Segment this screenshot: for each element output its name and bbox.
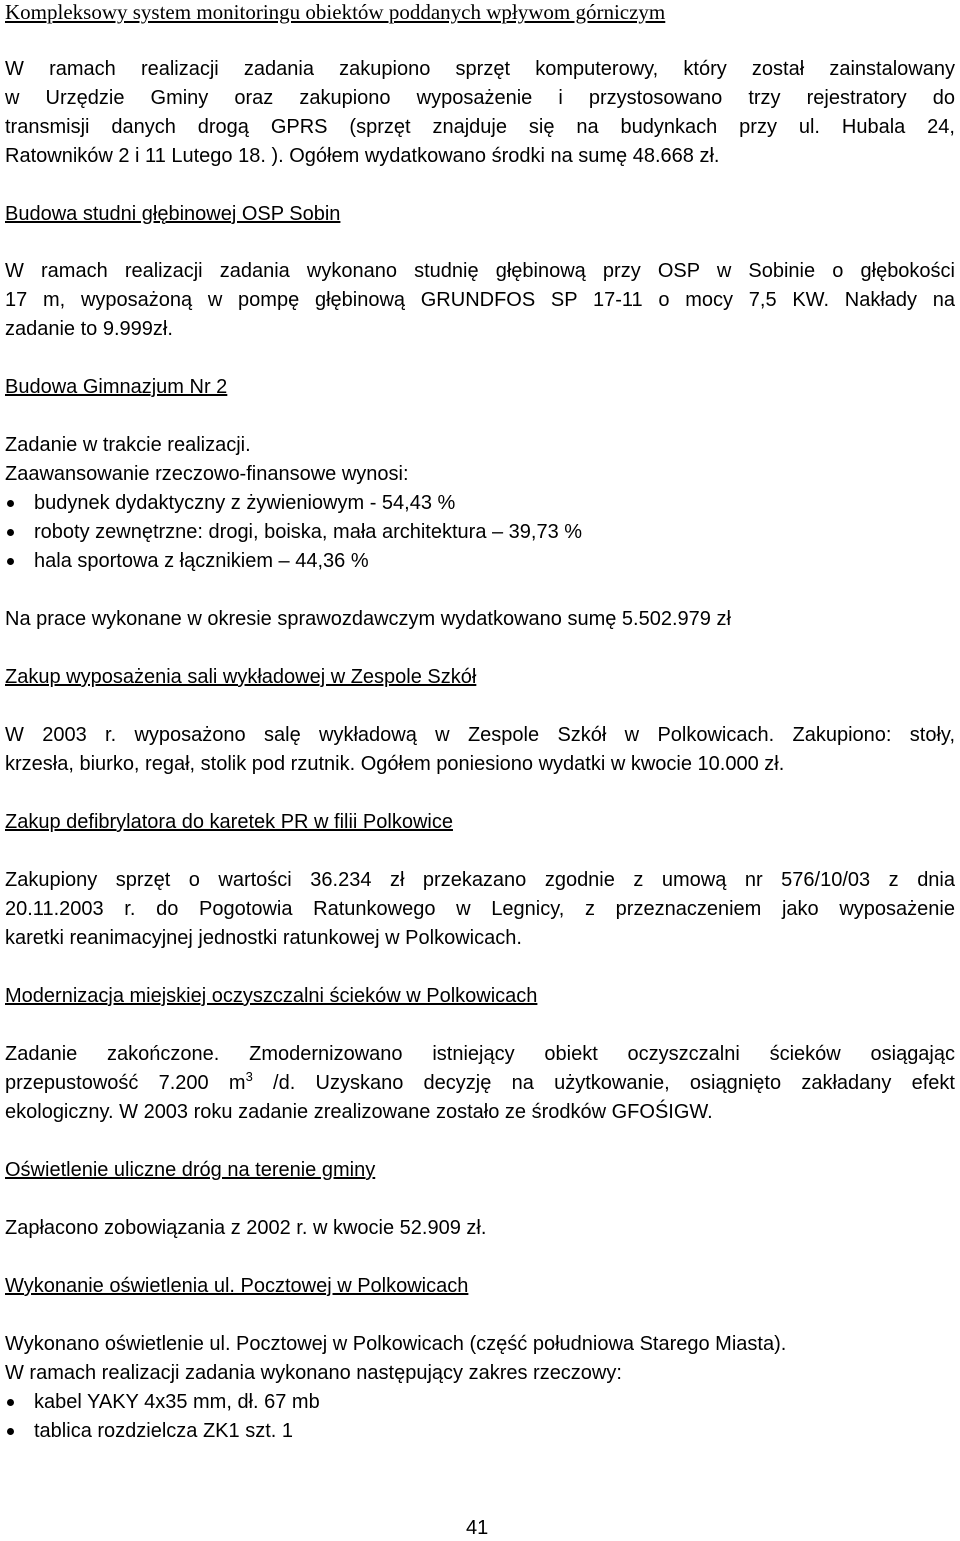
superscript-exponent: 3 bbox=[245, 1069, 253, 1084]
status-text: Zadanie w trakcie realizacji. bbox=[5, 434, 251, 456]
summary-text: Na prace wykonane w okresie sprawozdawczym wydatkowano sumę 5.502.979 zł bbox=[5, 608, 731, 630]
section-heading-monitoring: Kompleksowy system monitoringu obiektów poddanych wpływom górniczym bbox=[5, 0, 666, 24]
section-heading-sewage: Modernizacja miejskiej oczyszczalni ścieków w Polkowicach bbox=[5, 985, 538, 1007]
paragraph-line: Zapłacono zobowiązania z 2002 r. w kwocie 52.909 zł. bbox=[5, 1217, 487, 1239]
paragraph-line: ekologiczny. W 2003 roku zadanie zrealizowane zostało ze środków GFOŚIGW. bbox=[5, 1101, 713, 1123]
section-heading-pocztowa: Wykonanie oświetlenia ul. Pocztowej w Polkowicach bbox=[5, 1275, 469, 1297]
paragraph-line: Wykonano oświetlenie ul. Pocztowej w Polkowicach (część południowa Starego Miasta). bbox=[5, 1333, 787, 1355]
paragraph-line: 17 m, wyposażoną w pompę głębinową GRUNDFOS SP 17-11 o mocy 7,5 KW. Nakłady na bbox=[5, 289, 955, 311]
bullet-icon bbox=[7, 500, 14, 507]
capacity-continuation: /d. Uzyskano decyzję na użytkowanie, osiągnięto zakładany efekt bbox=[252, 1072, 955, 1094]
paragraph-line: krzesła, biurko, regał, stolik pod rzutnik. Ogółem poniesiono wydatki w kwocie 10.000 zł. bbox=[5, 753, 785, 775]
page-number: 41 bbox=[466, 1517, 489, 1539]
paragraph-line: Zadanie zakończone. Zmodernizowano istniejący obiekt oczyszczalni ścieków osiągając bbox=[5, 1043, 955, 1065]
paragraph-line: W ramach realizacji zadania wykonano studnię głębinową przy OSP w Sobinie o głębokości bbox=[5, 260, 955, 282]
list-item: hala sportowa z łącznikiem – 44,36 % bbox=[34, 550, 369, 572]
paragraph-line: Ratowników 2 i 11 Lutego 18. ). Ogółem wydatkowano środki na sumę 48.668 zł. bbox=[5, 145, 720, 167]
paragraph-line: W ramach realizacji zadania wykonano następujący zakres rzeczowy: bbox=[5, 1362, 622, 1384]
capacity-text: przepustowość 7.200 m bbox=[5, 1072, 246, 1094]
section-heading-well: Budowa studni głębinowej OSP Sobin bbox=[5, 203, 341, 225]
paragraph-line: Zakupiony sprzęt o wartości 36.234 zł przekazano zgodnie z umową nr 576/10/03 z dnia bbox=[5, 869, 955, 891]
list-item: kabel YAKY 4x35 mm, dł. 67 mb bbox=[34, 1391, 320, 1413]
paragraph-line: 20.11.2003 r. do Pogotowia Ratunkowego w Legnicy, z przeznaczeniem jako wyposażenie bbox=[5, 898, 955, 920]
bullet-icon bbox=[7, 1428, 14, 1435]
section-heading-street-lighting: Oświetlenie uliczne dróg na terenie gminy bbox=[5, 1159, 376, 1181]
section-heading-defibrillator: Zakup defibrylatora do karetek PR w filii Polkowice bbox=[5, 811, 453, 833]
paragraph-line: W 2003 r. wyposażono salę wykładową w Zespole Szkół w Polkowicach. Zakupiono: stoły, bbox=[5, 724, 955, 746]
section-heading-gymnasium: Budowa Gimnazjum Nr 2 bbox=[5, 376, 228, 398]
paragraph-line: W ramach realizacji zadania zakupiono sprzęt komputerowy, który został zainstalowany bbox=[5, 58, 955, 80]
paragraph-line: transmisji danych drogą GPRS (sprzęt znajduje się na budynkach przy ul. Hubala 24, bbox=[5, 116, 955, 138]
bullet-icon bbox=[7, 558, 14, 565]
list-item: budynek dydaktyczny z żywieniowym - 54,43 % bbox=[34, 492, 456, 514]
progress-intro: Zaawansowanie rzeczowo-finansowe wynosi: bbox=[5, 463, 409, 485]
section-heading-lecture-hall: Zakup wyposażenia sali wykładowej w Zespole Szkół bbox=[5, 666, 477, 688]
list-item: roboty zewnętrzne: drogi, boiska, mała architektura – 39,73 % bbox=[34, 521, 583, 543]
paragraph-line: karetki reanimacyjnej jednostki ratunkowej w Polkowicach. bbox=[5, 927, 522, 949]
paragraph-line: w Urzędzie Gminy oraz zakupiono wyposażenie i przystosowano trzy rejestratory do bbox=[5, 87, 955, 109]
paragraph-line bbox=[5, 1069, 955, 1098]
paragraph-line: zadanie to 9.999zł. bbox=[5, 318, 173, 340]
bullet-icon bbox=[7, 529, 14, 536]
bullet-icon bbox=[7, 1399, 14, 1406]
list-item: tablica rozdzielcza ZK1 szt. 1 bbox=[34, 1420, 293, 1442]
